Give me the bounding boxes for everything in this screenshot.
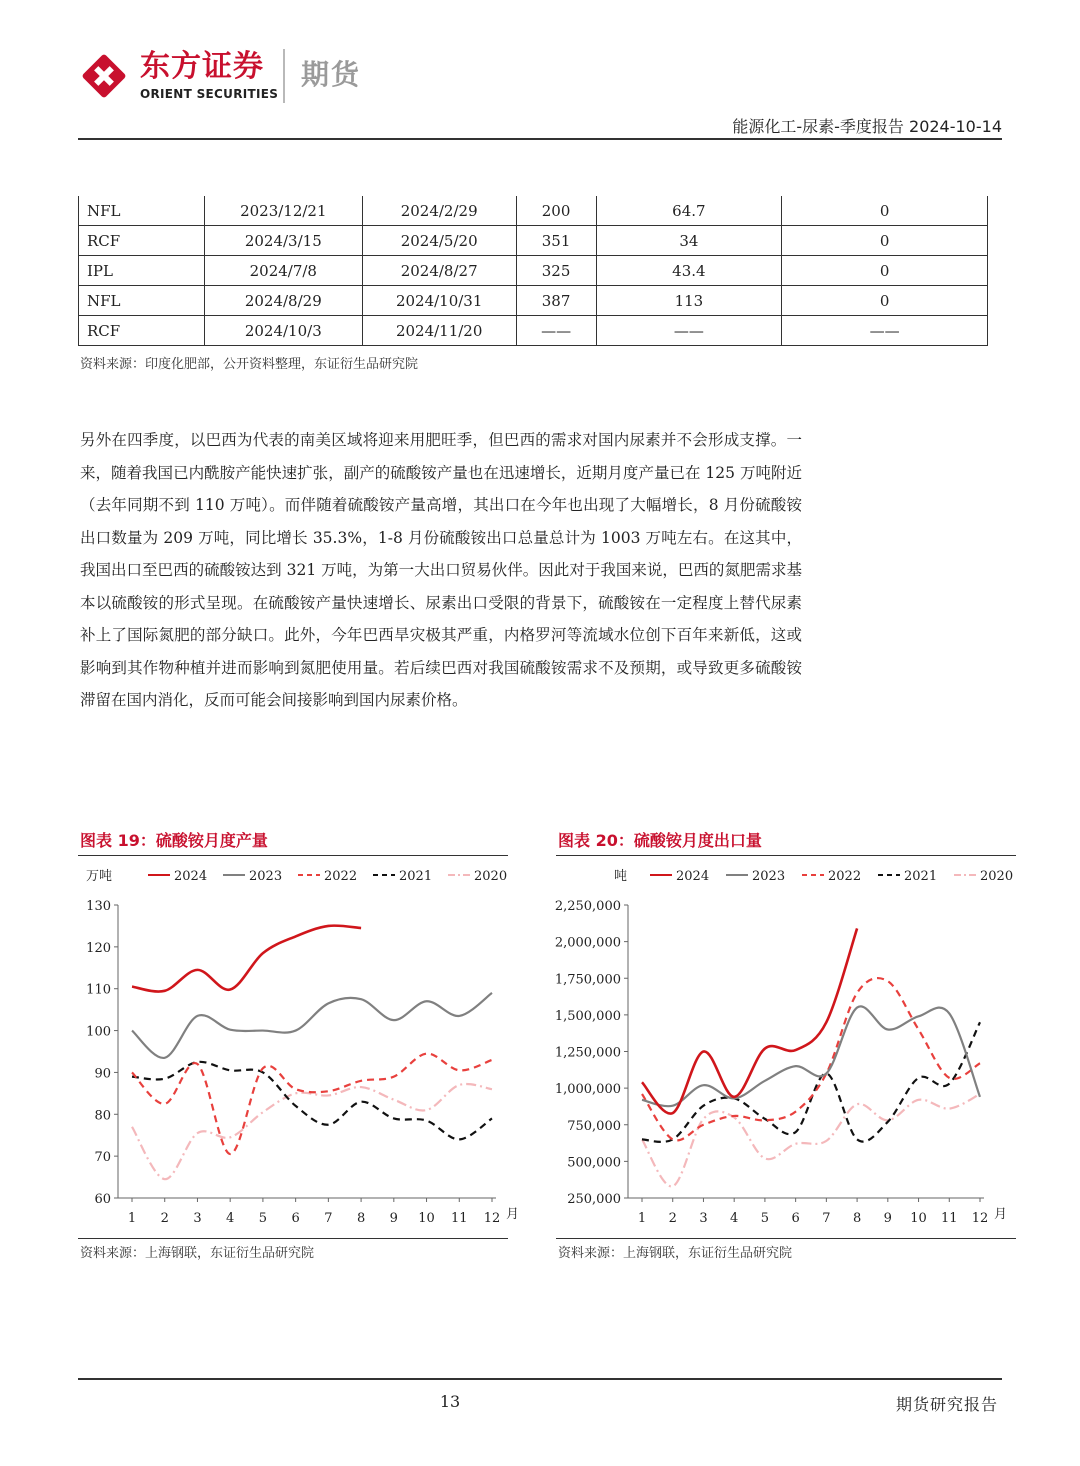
table-cell: NFL (79, 286, 205, 316)
table-cell: 351 (516, 226, 596, 256)
legend-label-2024: 2024 (676, 869, 710, 884)
y-tick-label: 60 (94, 1192, 111, 1207)
series-line-2024 (642, 928, 857, 1113)
brand-name-cn: 东方证券 (140, 49, 264, 84)
footer-report-type: 期货研究报告 (895, 1395, 998, 1414)
x-tick-label: 8 (356, 1211, 366, 1226)
y-tick-label: 1,000,000 (554, 1082, 621, 1098)
logo-divider (283, 49, 285, 103)
y-tick-label: 80 (94, 1108, 111, 1124)
table-cell: 34 (596, 226, 782, 256)
table-cell: 2024/5/20 (362, 226, 516, 256)
x-tick-label: 1 (637, 1211, 647, 1226)
table-cell: 387 (516, 286, 596, 316)
table-cell: RCF (79, 226, 205, 256)
table-cell: 325 (516, 256, 596, 286)
x-tick-label: 7 (324, 1211, 333, 1226)
x-tick-label: 12 (971, 1211, 989, 1226)
series-line-2021 (132, 1062, 492, 1140)
x-tick-label: 2 (160, 1211, 169, 1226)
y-tick-label: 2,000,000 (554, 935, 621, 951)
unit-label: 万吨 (86, 869, 113, 884)
table-cell: 64.7 (596, 196, 782, 226)
table-cell: 200 (516, 196, 596, 226)
x-tick-label: 9 (883, 1211, 892, 1226)
table-cell: —— (782, 316, 988, 346)
page-number: 13 (439, 1392, 461, 1411)
series-line-2020 (132, 1084, 492, 1179)
x-tick-label: 4 (226, 1211, 235, 1226)
table-row (79, 256, 988, 286)
chart-sulfate-exports (556, 858, 1016, 1235)
x-tick-label: 11 (940, 1211, 958, 1226)
y-tick-label: 1,250,000 (554, 1045, 621, 1061)
x-tick-label: 6 (791, 1211, 800, 1226)
series-line-2020 (642, 1094, 980, 1186)
y-tick-label: 90 (94, 1066, 111, 1082)
figure-rule (556, 1238, 1016, 1239)
y-tick-label: 120 (86, 940, 111, 956)
y-tick-label: 2,250,000 (554, 899, 621, 914)
x-tick-label: 3 (193, 1211, 202, 1226)
table-cell: 2024/2/29 (362, 196, 516, 226)
header-divider (78, 138, 1002, 140)
x-tick-label: 2 (668, 1211, 677, 1226)
y-tick-label: 100 (86, 1024, 111, 1040)
series-line-2023 (132, 993, 492, 1058)
table-cell: —— (516, 316, 596, 346)
x-tick-label: 4 (730, 1211, 739, 1226)
figure-title-20: 图表 20：硫酸铵月度出口量 (558, 831, 762, 850)
figure-source-19: 资料来源：上海钢联，东证衍生品研究院 (80, 1246, 315, 1261)
figure-rule (556, 855, 1016, 856)
x-tick-label: 7 (822, 1211, 831, 1226)
report-title: 能源化工-尿素-季度报告 2024-10-14 (732, 117, 1002, 136)
brand-name-en: ORIENT SECURITIES (140, 87, 279, 101)
table-cell: 2024/8/29 (204, 286, 362, 316)
table-cell: —— (596, 316, 782, 346)
body-paragraph: 另外在四季度，以巴西为代表的南美区域将迎来用肥旺季，但巴西的需求对国内尿素并不会形成支撑。一来，随着我国已内酰胺产能快速扩张，副产的硫酸铵产量也在迅速增长，近期月度产量已在 125 万吨附近（去年同期不到 110 万吨）。而伴随着硫酸铵产量高增，其出口在今年也出现了大幅增长，8 月份硫酸铵出口数量为 209 万吨，同比增长 35.3%，1-8 月份硫酸铵出口总量总计为 1003 万吨左右。在这其中，我国出口至巴西的硫酸铵达到 321 万吨，为第一大出口贸易伙伴。因此对于我国来说，巴西的氮肥需求基本以硫酸铵的形式呈现。在硫酸铵产量快速增长、尿素出口受限的背景下，硫酸铵在一定程度上替代尿素补上了国际氮肥的部分缺口。此外，今年巴西旱灾极其严重，内格罗河等流域水位创下百年来新低，这或影响到其作物种植并进而影响到氮肥使用量。若后续巴西对我国硫酸铵需求不及预期，或导致更多硫酸铵滞留在国内消化，反而可能会间接影响到国内尿素价格。 (80, 431, 802, 709)
x-tick-label: 12 (483, 1211, 501, 1226)
table-row (79, 196, 988, 226)
x-axis-label: 月 (994, 1207, 1008, 1222)
table-cell: 0 (782, 286, 988, 316)
brand-subtitle: 期货 (301, 58, 362, 91)
table-cell: 2024/10/3 (204, 316, 362, 346)
footer-divider (78, 1378, 1002, 1380)
table-source: 资料来源：印度化肥部，公开资料整理，东证衍生品研究院 (80, 357, 419, 372)
table-cell: 43.4 (596, 256, 782, 286)
orient-logo-icon (78, 50, 130, 102)
legend-label-2021: 2021 (904, 869, 938, 884)
table-cell: 2024/3/15 (204, 226, 362, 256)
x-axis-label: 月 (506, 1207, 520, 1222)
table-cell: 0 (782, 226, 988, 256)
table-cell: 2024/10/31 (362, 286, 516, 316)
figure-source-20: 资料来源：上海钢联，东证衍生品研究院 (558, 1246, 793, 1261)
figure-title-19: 图表 19：硫酸铵月度产量 (80, 831, 268, 850)
table-cell: 113 (596, 286, 782, 316)
y-tick-label: 750,000 (567, 1118, 621, 1134)
table-cell: RCF (79, 316, 205, 346)
x-tick-label: 9 (389, 1211, 398, 1226)
table-cell: 2024/7/8 (204, 256, 362, 286)
unit-label: 吨 (614, 869, 628, 884)
y-tick-label: 110 (86, 982, 111, 998)
table-cell: NFL (79, 196, 205, 226)
y-tick-label: 1,750,000 (554, 972, 621, 988)
legend-label-2021: 2021 (399, 869, 433, 884)
table-row (79, 286, 988, 316)
legend-label-2024: 2024 (174, 869, 208, 884)
x-tick-label: 1 (127, 1211, 137, 1226)
x-tick-label: 10 (418, 1211, 435, 1226)
y-tick-label: 500,000 (567, 1155, 621, 1171)
tender-table (78, 196, 988, 346)
x-tick-label: 8 (852, 1211, 862, 1226)
legend-label-2022: 2022 (828, 869, 862, 884)
x-tick-label: 3 (699, 1211, 708, 1226)
legend-label-2020: 2020 (980, 869, 1014, 884)
table-cell: 2024/11/20 (362, 316, 516, 346)
y-tick-label: 70 (94, 1150, 111, 1166)
figure-rule (78, 1238, 508, 1239)
x-tick-label: 11 (450, 1211, 468, 1226)
x-tick-label: 6 (291, 1211, 300, 1226)
x-tick-label: 5 (258, 1211, 268, 1226)
legend-label-2023: 2023 (249, 869, 283, 884)
table-cell: IPL (79, 256, 205, 286)
series-line-2023 (642, 1006, 980, 1106)
table-row (79, 316, 988, 346)
table-cell: 2024/8/27 (362, 256, 516, 286)
x-tick-label: 10 (910, 1211, 927, 1226)
legend-label-2020: 2020 (474, 869, 508, 884)
series-line-2021 (642, 1022, 980, 1142)
y-tick-label: 250,000 (567, 1192, 621, 1207)
table-cell: 0 (782, 256, 988, 286)
y-tick-label: 130 (86, 899, 111, 914)
x-tick-label: 5 (760, 1211, 770, 1226)
series-line-2024 (132, 926, 361, 992)
legend-label-2022: 2022 (324, 869, 358, 884)
table-cell: 0 (782, 196, 988, 226)
table-row (79, 226, 988, 256)
y-tick-label: 1,500,000 (554, 1008, 621, 1024)
chart-sulfate-production (78, 858, 520, 1235)
table-cell: 2023/12/21 (204, 196, 362, 226)
figure-rule (78, 855, 508, 856)
legend-label-2023: 2023 (752, 869, 786, 884)
